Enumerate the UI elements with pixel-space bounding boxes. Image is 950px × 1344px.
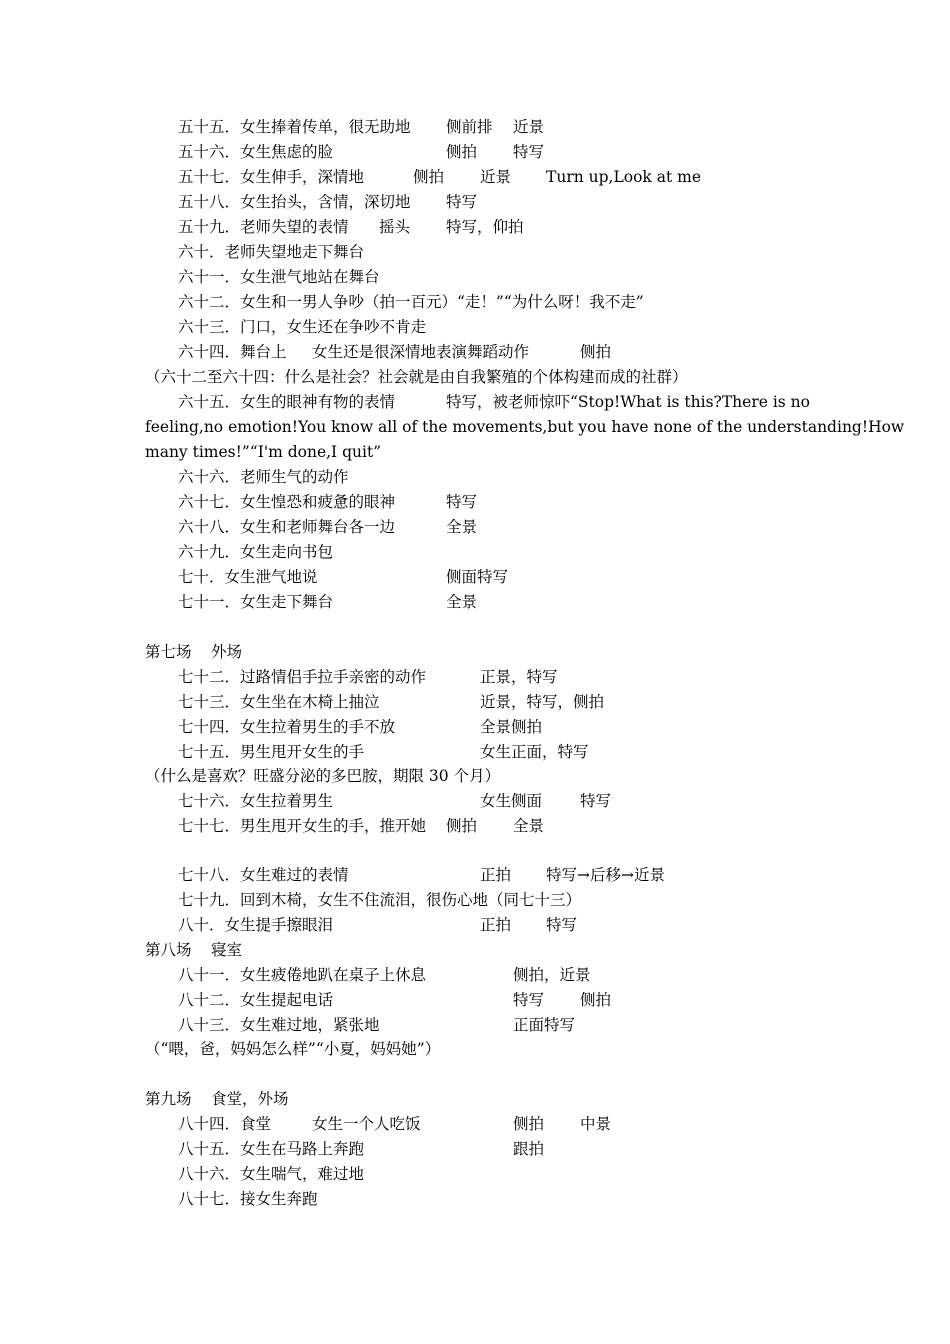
shot-angle: 正拍 [480,916,512,934]
note-line [0,1037,441,1062]
shot-description: 八十二．女生提起电话 [178,991,334,1009]
shot-description: 七十八．女生难过的表情 [178,866,349,884]
shot-description: 六十一．女生泄气地站在舞台 [178,268,380,286]
scene-location: 外场 [211,643,243,661]
continuation-line [0,440,382,465]
shot-description: 六十四．舞台上 [178,343,287,361]
shot-line-67 [0,490,478,515]
scene-number: 第九场 [145,1090,192,1108]
shot-line-81 [0,963,591,988]
shot-size: 侧面特写 [446,568,509,586]
shot-size: 正面特写 [513,1016,576,1034]
shot-description: 五十八．女生抬头，含情，深切地 [178,193,411,211]
shot-angle: 侧拍 [413,168,445,186]
shot-detail: 女生还是很深情地表演舞蹈动作 [312,343,530,361]
shot-description: 八十．女生提手擦眼泪 [178,916,334,934]
shot-line-77 [0,814,545,839]
shot-description: 五十九．老师失望的表情 [178,218,349,236]
shot-size: 全景 [446,593,478,611]
shot-size: 近景 [480,168,512,186]
shot-line-82 [0,988,612,1013]
shot-line-73 [0,690,605,715]
shot-line-80 [0,913,578,938]
shot-description: 六十五．女生的眼神有物的表情 [178,393,396,411]
shot-description: 六十九．女生走向书包 [178,543,334,561]
shot-size: 女生正面，特写 [480,743,589,761]
shot-line-63 [0,315,427,340]
shot-line-58 [0,190,478,215]
note-text: （“喂，爸，妈妈怎么样”“小夏，妈妈她”） [145,1040,441,1058]
continuation-line [0,415,905,440]
shot-detail: 女生一个人吃饭 [312,1115,421,1133]
shot-description: 七十六．女生拉着男生 [178,792,334,810]
shot-description: 五十五．女生捧着传单，很无助地 [178,118,411,136]
scene-number: 第七场 [145,643,192,661]
shot-description: 六十六．老师生气的动作 [178,468,349,486]
shot-description: 八十六．女生喘气，难过地 [178,1165,365,1183]
shot-description: 七十一．女生走下舞台 [178,593,334,611]
shot-description: 七十五．男生甩开女生的手 [178,743,365,761]
shot-line-79 [0,888,582,913]
shot-size: 特写 [580,792,612,810]
shot-description: 六十三．门口，女生还在争吵不肯走 [178,318,427,336]
shot-description: 六十八．女生和老师舞台各一边 [178,518,396,536]
shot-line-68 [0,515,478,540]
scene-location: 寝室 [211,941,243,959]
scene-number: 第八场 [145,941,192,959]
shot-line-84 [0,1112,612,1137]
note-line [0,365,688,390]
shot-angle: 侧拍 [580,991,612,1009]
shot-line-70 [0,565,509,590]
dialogue: Turn up,Look at me [546,168,702,186]
shot-description: 八十七．接女生奔跑 [178,1190,318,1208]
shot-description: 七十二．过路情侣手拉手亲密的动作 [178,668,427,686]
shot-line-57 [0,165,702,190]
shot-line-59 [0,215,524,240]
shot-description: 八十一．女生疲倦地趴在桌子上休息 [178,966,427,984]
shot-angle: 侧拍 [580,343,612,361]
shot-size: 特写→后移→近景 [546,866,665,884]
shot-size: 特写 [546,916,578,934]
shot-size: 近景，特写，侧拍 [480,693,605,711]
shot-angle: 侧拍 [446,143,478,161]
shot-line-87 [0,1187,318,1212]
shot-angle: 正拍 [480,866,512,884]
shot-description: 七十三．女生坐在木椅上抽泣 [178,693,380,711]
shot-size: 特写，仰拍 [446,218,524,236]
shot-line-65 [0,390,810,415]
shot-description: 五十六．女生焦虑的脸 [178,143,334,161]
shot-angle: 侧前排 [446,118,493,136]
dialogue: feeling,no emotion!You know all of the movements,but you have none of the understanding!How [145,418,905,436]
shot-line-66 [0,465,349,490]
dialogue: many times!”“I'm done,I quit” [145,443,382,461]
shot-description: 七十．女生泄气地说 [178,568,318,586]
shot-line-56 [0,140,545,165]
shot-line-71 [0,590,478,615]
shot-description: 六十．老师失望地走下舞台 [178,243,365,261]
shot-line-86 [0,1162,365,1187]
shot-description: 五十七．女生伸手，深情地 [178,168,365,186]
shot-angle: 跟拍 [513,1140,545,1158]
shot-size: 特写 [513,143,545,161]
shot-angle: 女生侧面 [480,792,543,810]
note-line [0,764,501,789]
shot-line-75 [0,740,589,765]
shot-size: 特写 [446,193,478,211]
shot-description: 六十七．女生惶恐和疲惫的眼神 [178,493,396,511]
shot-description: 八十三．女生难过地，紧张地 [178,1016,380,1034]
scene-heading-7 [0,640,243,665]
shot-size: 特写 [513,991,545,1009]
shot-size: 侧拍，近景 [513,966,591,984]
shot-line-62 [0,290,644,315]
shot-line-83 [0,1013,576,1038]
shot-line-60 [0,240,365,265]
shot-line-64 [0,340,612,365]
scene-location: 食堂，外场 [211,1090,289,1108]
shot-description: 七十九．回到木椅，女生不住流泪，很伤心地（同七十三） [178,891,582,909]
shot-description: 八十五．女生在马路上奔跑 [178,1140,365,1158]
shot-angle: 侧拍 [513,1115,545,1133]
scene-heading-8 [0,938,243,963]
shot-description: 六十二．女生和一男人争吵（拍一百元）“走！”“为什么呀！我不走” [178,293,644,311]
shot-size: 全景 [513,817,545,835]
shot-size: 全景侧拍 [480,718,543,736]
shot-line-69 [0,540,334,565]
shot-angle: 侧拍 [446,817,478,835]
shot-line-72 [0,665,558,690]
note-text: （六十二至六十四：什么是社会？社会就是由自我繁殖的个体构建而成的社群） [145,368,688,386]
shot-line-55 [0,115,545,140]
shot-size: 近景 [513,118,545,136]
shot-size: 全景 [446,518,478,536]
shot-description: 八十四．食堂 [178,1115,272,1133]
shot-line-74 [0,715,543,740]
shot-line-78 [0,863,665,888]
shot-size: 正景，特写 [480,668,558,686]
shot-size: 中景 [580,1115,612,1133]
shot-size: 特写，被老师惊吓“Stop!What is this?There is no [446,393,810,411]
shot-description: 七十七．男生甩开女生的手，推开她 [178,817,427,835]
scene-heading-9 [0,1087,289,1112]
shot-action: 摇头 [379,218,411,236]
shot-line-61 [0,265,380,290]
shot-size: 特写 [446,493,478,511]
shot-description: 七十四．女生拉着男生的手不放 [178,718,396,736]
shot-line-76 [0,789,612,814]
shot-line-85 [0,1137,545,1162]
note-text: （什么是喜欢？旺盛分泌的多巴胺，期限 30 个月） [145,767,501,785]
